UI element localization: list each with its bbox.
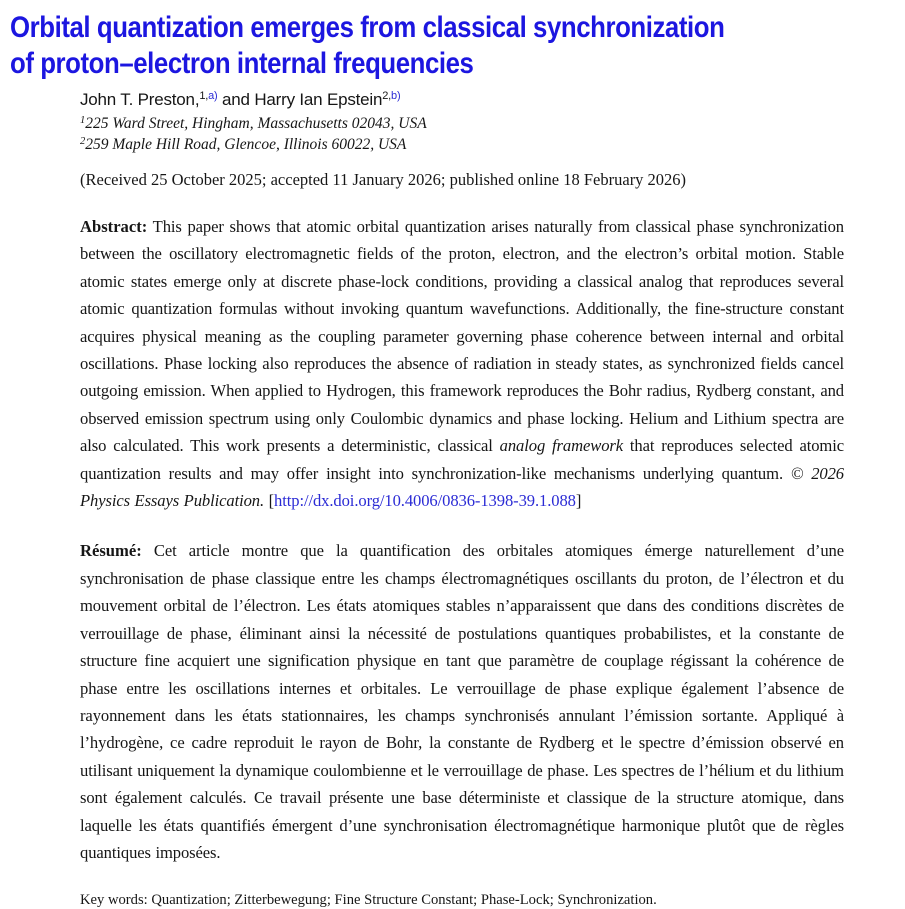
affiliation-2-text: 259 Maple Hill Road, Glencoe, Illinois 60022, USA <box>85 136 407 153</box>
abstract-body-1: This paper shows that atomic orbital quantization arises naturally from classical phase synchronization between the oscillatory electromagnetic fields of the proton, electron, and the electron’s orbital motion. Stable atomic states emerge only at discrete phase-lock conditions, providing a classical analog that reproduces several atomic quantization formulas without invoking quantum wavefunctions. Additionally, the fine-structure constant acquires physical meaning as the coupling parameter governing phase coherence between internal and orbital oscillations. Phase locking also reproduces the absence of radiation in steady states, as synchronized fields cancel outgoing emission. When applied to Hydrogen, this framework reproduces the Bohr radius, Rydberg constant, and observed emission spectrum using only Coulombic dynamics and phase locking. Helium and Lithium spectra are also calculated. This work presents a deterministic, classical <box>80 217 844 456</box>
resume-label: Résumé: <box>80 541 142 561</box>
resume-body: Cet article montre que la quantification des orbitales atomiques émerge naturellement d’une synchronisation de phase classique entre les champs électromagnétiques oscillants du proton, de l’électron et du mouvement orbital de l’électron. Les états atomiques stables n’apparaissent que dans des conditions discrètes de verrouillage de phase, éliminant ainsi la nécessité de postulations quantiques probabilistes, et la constante de structure fine acquiert une signification physique en tant que paramètre de couplage régissant la cohérence de phase entre les oscillations internes et orbitales. Le verrouillage de phase explique également l’absence de rayonnement dans les états stationnaires, les champs synchronisés annulant l’émission sortante. Appliqué à l’hydrogène, ce cadre reproduit le rayon de Bohr, la constante de Rydberg et le spectre d’émission observé en utilisant uniquement la dynamique coulombienne et le verrouillage de phase. Les spectres de l’hélium et du lithium sont également calculés. Ce travail présente une base déterministe et classique de la structure atomique, dans laquelle les états quantifiés émergent d’une synchronisation électromagnétique harmonique plutôt que de règles quantiques imposées. <box>80 541 844 862</box>
footnote-link-a[interactable]: a) <box>208 90 218 102</box>
title-line-1: Orbital quantization emerges from classical synchronization <box>10 11 725 44</box>
author-2-name: Harry Ian Epstein <box>254 90 383 109</box>
affiliation-2-number: 2 <box>80 136 86 147</box>
author-connector: and <box>217 90 255 109</box>
front-matter <box>80 90 844 909</box>
footnote-link-b[interactable]: b) <box>391 90 401 102</box>
dates-line: (Received 25 October 2025; accepted 11 January 2026; published online 18 February 2026) <box>80 170 687 189</box>
copyright-notice: © 2026 Physics Essays Publication. <box>80 463 844 511</box>
author-2-superscript <box>382 90 400 102</box>
abstract-body-2: that reproduces selected atomic quantization results and may offer insight into synchronization-like mechanisms underlying quantum. <box>80 436 844 483</box>
keywords-line <box>80 892 844 909</box>
affiliation-1 <box>80 113 844 134</box>
author-1-affil-number: 1, <box>199 90 209 102</box>
author-1-name: John T. Preston, <box>80 90 200 109</box>
abstract-label: Abstract: <box>80 217 148 236</box>
affiliation-1-number: 1 <box>80 115 86 126</box>
author-2-affil-number: 2, <box>382 90 392 102</box>
paper-page <box>0 10 905 909</box>
doi-link[interactable]: http://dx.doi.org/10.4006/0836-1398-39.1.088 <box>274 491 576 511</box>
abstract-paragraph <box>80 213 844 514</box>
abstract-italic-phrase: analog framework <box>499 436 624 456</box>
resume-paragraph <box>80 537 844 866</box>
author-1-superscript <box>199 90 217 102</box>
doi-bracket-close: ] <box>575 491 582 511</box>
keywords-label: Key words: <box>80 892 148 909</box>
title-line-2: of proton–electron internal frequencies <box>10 47 474 80</box>
affiliations <box>80 113 844 155</box>
affiliation-2 <box>80 134 844 155</box>
affiliation-1-text: 225 Ward Street, Hingham, Massachusetts 02043, USA <box>85 115 427 132</box>
author-line <box>80 90 844 110</box>
doi-bracket-open: [ <box>264 491 275 511</box>
paper-title <box>10 10 780 82</box>
keywords-text: Quantization; Zitterbewegung; Fine Structure Constant; Phase-Lock; Synchronization. <box>147 892 657 909</box>
